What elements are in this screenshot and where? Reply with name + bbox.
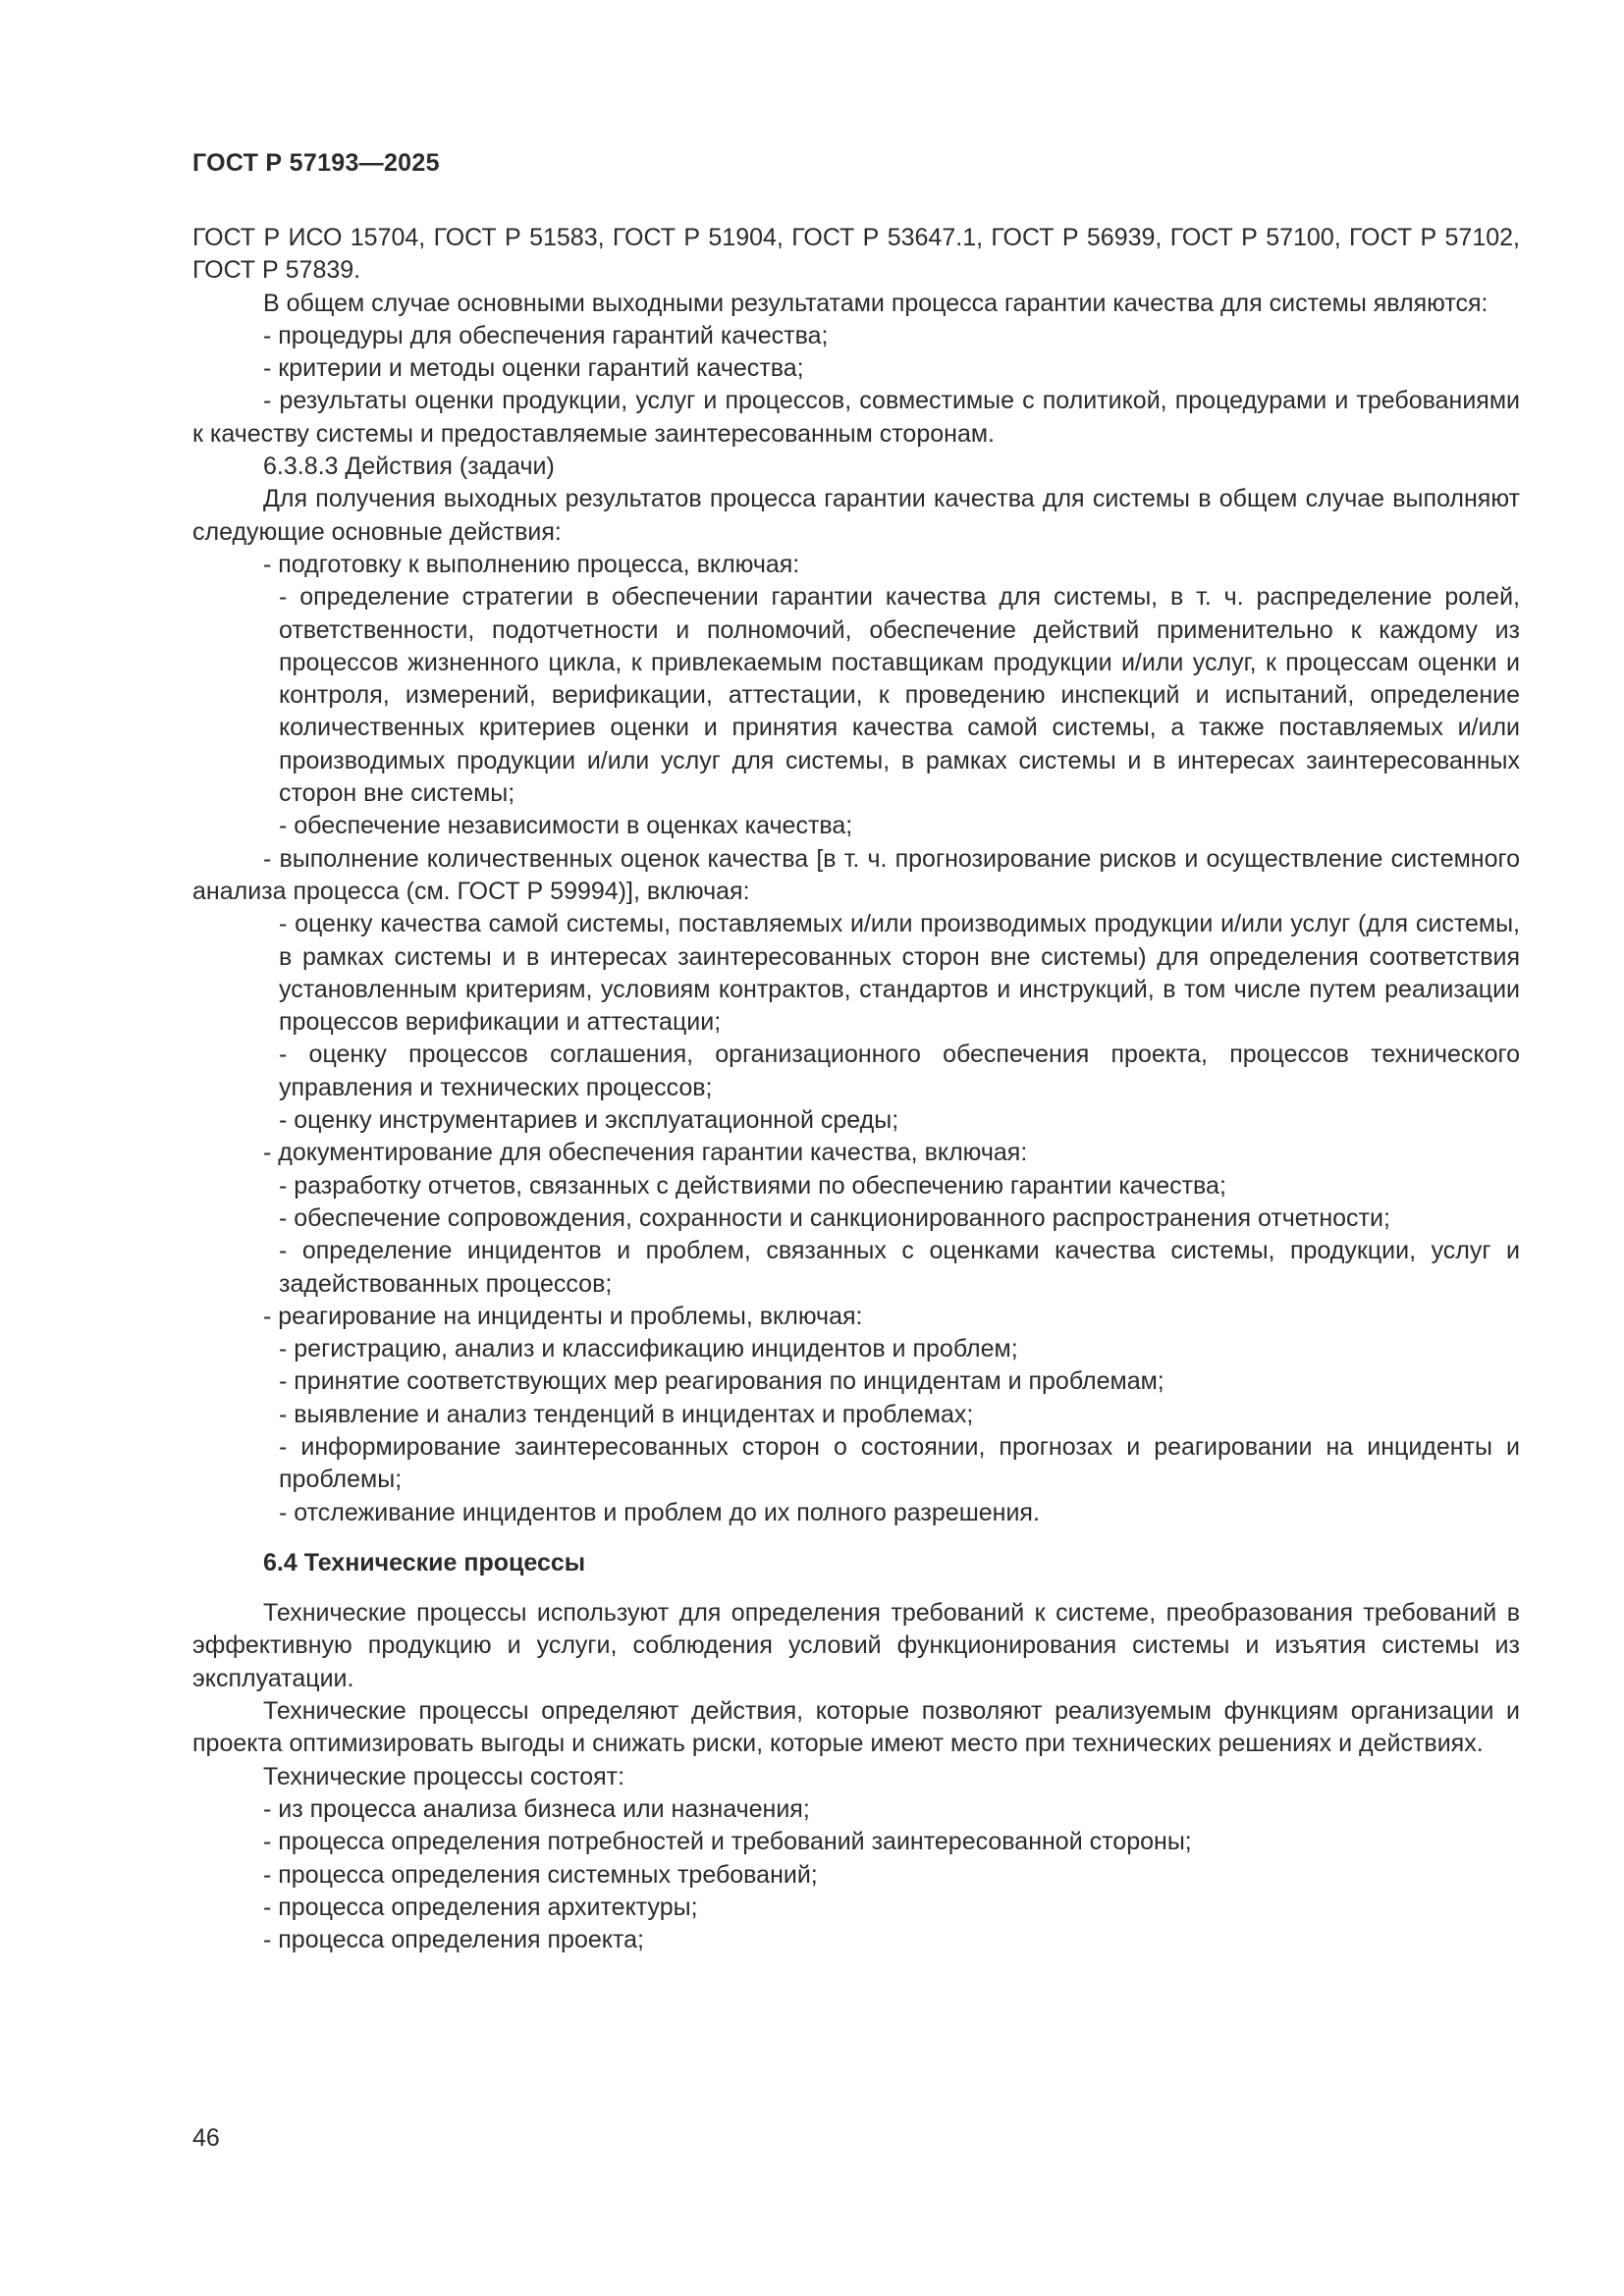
paragraph: В общем случае основными выходными результатами процесса гарантии качества для системы являются: — [263, 289, 1489, 317]
list-item: - оценку процессов соглашения, организационного обеспечения проекта, процессов технического управления и технических процессов; — [279, 1041, 1520, 1101]
list-item: - критерии и методы оценки гарантий качества; — [263, 354, 804, 383]
list-item: - процесса определения системных требований; — [263, 1860, 818, 1889]
list-item: - документирование для обеспечения гарантии качества, включая: — [263, 1139, 1028, 1167]
list-item: - оценку инструментариев и эксплуатационной среды; — [279, 1106, 899, 1135]
list-item: - определение стратегии в обеспечении гарантии качества для системы, в т. ч. распределение ролей, ответственности, подотчетности и полномочий, обеспечение действий применительно к каждому из процессов жизненного цикла, к привлекаемым поставщикам продукции и/или услуг, к процессам оценки и контроля, измерений, верификации, аттестации, к проведению инспекций и испытаний, определение количественных критериев оценки и принятия качества самой системы, а также поставляемых и/или производимых продукции и/или услуг для системы, в рамках системы и в интересах заинтересованных сторон вне системы; — [279, 583, 1520, 808]
list-item: - процесса определения потребностей и требований заинтересованной стороны; — [263, 1828, 1192, 1856]
list-item: - реагирование на инциденты и проблемы, включая: — [263, 1302, 863, 1330]
document-header: ГОСТ Р 57193—2025 — [192, 149, 440, 177]
subsection-title: 6.3.8.3 Действия (задачи) — [263, 453, 555, 481]
list-item: - из процесса анализа бизнеса или назначения; — [263, 1794, 810, 1823]
page-number: 46 — [192, 2124, 220, 2152]
list-item: - выполнение количественных оценок качества [в т. ч. прогнозирование рисков и осуществление системного анализа процесса (см. ГОСТ Р 59994)], включая: — [192, 844, 1520, 905]
paragraph: ГОСТ Р ИСО 15704, ГОСТ Р 51583, ГОСТ Р 51904, ГОСТ Р 53647.1, ГОСТ Р 56939, ГОСТ Р 57100, ГОСТ Р 57102, ГОСТ Р 57839. — [192, 224, 1520, 285]
document-body — [192, 222, 1520, 1956]
list-item: - процедуры для обеспечения гарантий качества; — [263, 321, 829, 349]
list-item: - результаты оценки продукции, услуг и процессов, совместимые с политикой, процедурами и требованиями к качеству системы и предоставляемые заинтересованным сторонам. — [192, 387, 1520, 448]
list-item: - принятие соответствующих мер реагирования по инцидентам и проблемам; — [279, 1367, 1164, 1396]
paragraph: Технические процессы состоят: — [263, 1762, 625, 1790]
list-item: - разработку отчетов, связанных с действиями по обеспечению гарантии качества; — [279, 1171, 1226, 1200]
list-item: - выявление и анализ тенденций в инцидентах и проблемах; — [279, 1400, 974, 1428]
list-item: - подготовку к выполнению процесса, включая: — [263, 550, 800, 578]
list-item: - процесса определения архитектуры; — [263, 1893, 698, 1921]
paragraph: Технические процессы определяют действия, которые позволяют реализуемым функциям организации и проекта оптимизировать выгоды и снижать риски, которые имеют место при технических решениях и действиях. — [192, 1697, 1520, 1758]
paragraph: Технические процессы используют для определения требований к системе, преобразования требований в эффективную продукцию и услуги, соблюдения условий функционирования системы и изъятия системы из эксплуатации. — [192, 1599, 1520, 1692]
list-item: - регистрацию, анализ и классификацию инцидентов и проблем; — [279, 1335, 1018, 1363]
list-item: - оценку качества самой системы, поставляемых и/или производимых продукции и/или услуг (для системы, в рамках системы и в интересах заинтересованных сторон вне системы) для определения соответствия установленным критериям, условиям контрактов, стандартов и инструкций, в том числе путем реализации процессов верификации и аттестации; — [279, 910, 1520, 1037]
section-heading: 6.4 Технические процессы — [263, 1548, 586, 1576]
list-item: - определение инцидентов и проблем, связанных с оценками качества системы, продукции, услуг и задействованных процессов; — [279, 1237, 1520, 1298]
list-item: - информирование заинтересованных сторон о состоянии, прогнозах и реагировании на инциденты и проблемы; — [279, 1432, 1520, 1494]
list-item: - процесса определения проекта; — [263, 1926, 645, 1954]
list-item: - отслеживание инцидентов и проблем до их полного разрешения. — [279, 1498, 1040, 1526]
paragraph: Для получения выходных результатов процесса гарантии качества для системы в общем случае выполняют следующие основные действия: — [192, 485, 1520, 546]
list-item: - обеспечение сопровождения, сохранности и санкционированного распространения отчетности; — [279, 1203, 1390, 1232]
list-item: - обеспечение независимости в оценках качества; — [279, 812, 853, 840]
